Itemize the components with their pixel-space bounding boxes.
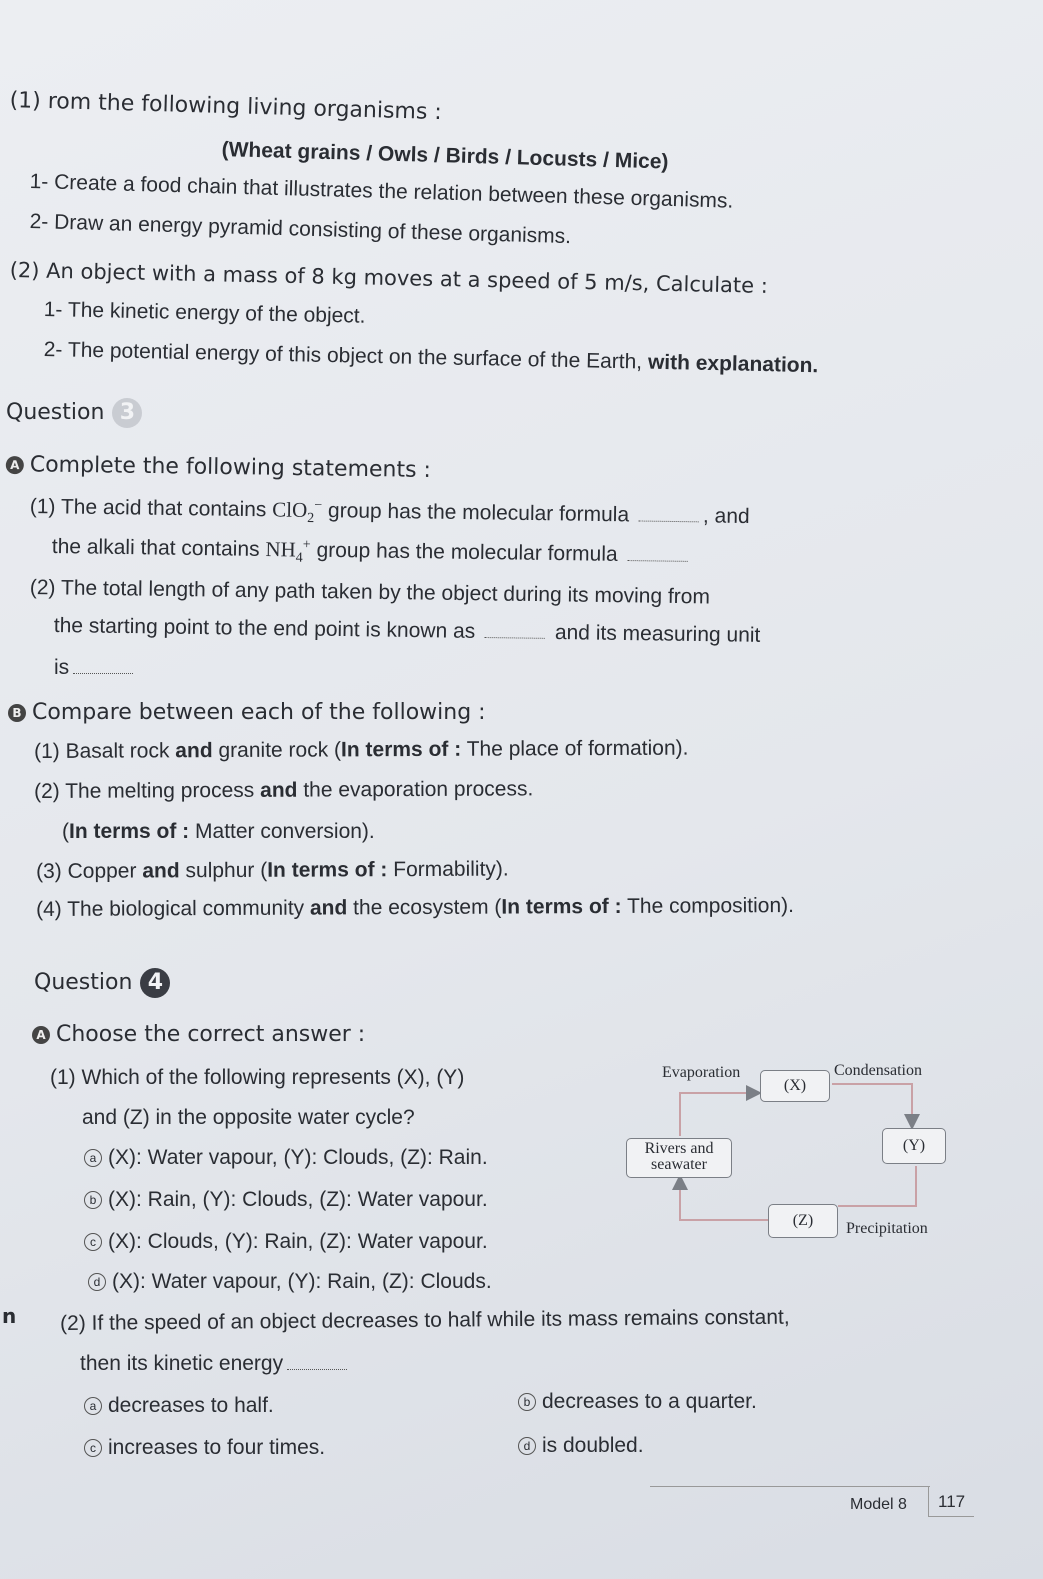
q4-section-a-title: A Choose the correct answer : <box>32 1022 365 1047</box>
question-4-heading: Question 4 <box>34 968 170 998</box>
blank-4[interactable] <box>73 672 133 674</box>
q4-c2-option-b[interactable]: b decreases to a quarter. <box>518 1390 757 1414</box>
footer-model: Model 8 <box>850 1496 907 1513</box>
footer-rule <box>650 1486 930 1487</box>
page-number: 117 <box>938 1492 966 1511</box>
q3-section-a-title: A Complete the following statements : <box>6 452 431 483</box>
q4-c1-option-b[interactable]: b (X): Rain, (Y): Clouds, (Z): Water vapour. <box>84 1188 488 1212</box>
q1-item-1: 1- Create a food chain that illustrates the relation between these organisms. <box>29 170 734 213</box>
q4-c2-option-d[interactable]: d is doubled. <box>518 1434 644 1458</box>
z-box: (Z) <box>768 1204 838 1238</box>
q2-statement: (2) An object with a mass of 8 kg moves at a speed of 5 m/s, Calculate : <box>9 258 769 298</box>
q2-item-2: 2- The potential energy of this object on the surface of the Earth, with explanation. <box>43 338 819 378</box>
q4-c2-line2: then its kinetic energy <box>80 1352 351 1376</box>
q2-item-1: 1- The kinetic energy of the object. <box>43 298 366 328</box>
q1-intro <box>9 88 442 125</box>
q3-a2-line2: the starting point to the end point is known as and its measuring unit <box>53 614 761 647</box>
blank-3[interactable] <box>485 636 545 639</box>
q4-c1-line1: (1) Which of the following represents (X), (Y) <box>50 1066 465 1089</box>
q3-b3: (3) Copper and sulphur (In terms of : Formability). <box>36 857 509 883</box>
q4-c2-option-c[interactable]: c increases to four times. <box>84 1436 325 1460</box>
q4-c1-line2: and (Z) in the opposite water cycle? <box>82 1106 415 1129</box>
blank-1[interactable] <box>639 520 699 523</box>
ammonium-formula: $NH_4^+$ <box>265 536 311 566</box>
q1-organisms: (Wheat grains / Owls / Birds / Locusts / Mice) <box>221 138 669 174</box>
question-3-badge: 3 <box>112 398 142 428</box>
q3-section-b-title: B Compare between each of the following : <box>8 700 486 725</box>
q4-c1-option-c[interactable]: c (X): Clouds, (Y): Rain, (Z): Water vapour. <box>84 1230 488 1254</box>
q3-b2-line2: (In terms of : Matter conversion). <box>62 820 375 843</box>
q4-c1-option-d[interactable]: d (X): Water vapour, (Y): Rain, (Z): Clouds. <box>88 1270 492 1294</box>
q3-b4: (4) The biological community and the ecosystem (In terms of : The composition). <box>36 894 795 921</box>
evaporation-label: Evaporation <box>662 1064 741 1081</box>
q3-b2: (2) The melting process and the evaporation process. <box>34 777 534 803</box>
q3-a1-line1: (1) The acid that contains ClO$_2$− group has the molecular formula , and <box>29 494 750 529</box>
question-4-badge: 4 <box>140 968 170 998</box>
precipitation-label: Precipitation <box>846 1220 928 1237</box>
q4-c2-option-a[interactable]: a decreases to half. <box>84 1394 274 1418</box>
x-box: (X) <box>760 1070 830 1102</box>
q4-c2-line1: (2) If the speed of an object decreases to half while its mass remains constant, <box>60 1305 790 1335</box>
blank-5[interactable] <box>287 1368 347 1370</box>
q1-item-2: 2- Draw an energy pyramid consisting of these organisms. <box>29 210 572 249</box>
q4-c1-option-a[interactable]: a (X): Water vapour, (Y): Clouds, (Z): Rain. <box>84 1146 488 1170</box>
question-3-heading: Question 3 <box>6 398 142 428</box>
margin-letter: n <box>2 1304 17 1328</box>
rivers-seawater-box: Rivers and seawater <box>626 1138 732 1178</box>
q3-a1-line2: the alkali that contains $NH_4^+$ group has the molecular formula <box>52 534 692 572</box>
q3-a2-line1: (2) The total length of any path taken by the object during its moving from <box>29 576 711 609</box>
q1-number: (1) <box>9 88 42 114</box>
y-box: (Y) <box>882 1128 946 1164</box>
blank-2[interactable] <box>627 559 687 562</box>
chlorite-formula: ClO$_2$− <box>272 497 323 527</box>
condensation-label: Condensation <box>834 1062 922 1079</box>
q3-b1: (1) Basalt rock and granite rock (In terms of : The place of formation). <box>34 736 689 763</box>
q1-intro-text: rom the following living organisms : <box>47 89 443 126</box>
q3-a2-line3: is <box>54 656 137 680</box>
water-cycle-diagram <box>620 1058 950 1248</box>
